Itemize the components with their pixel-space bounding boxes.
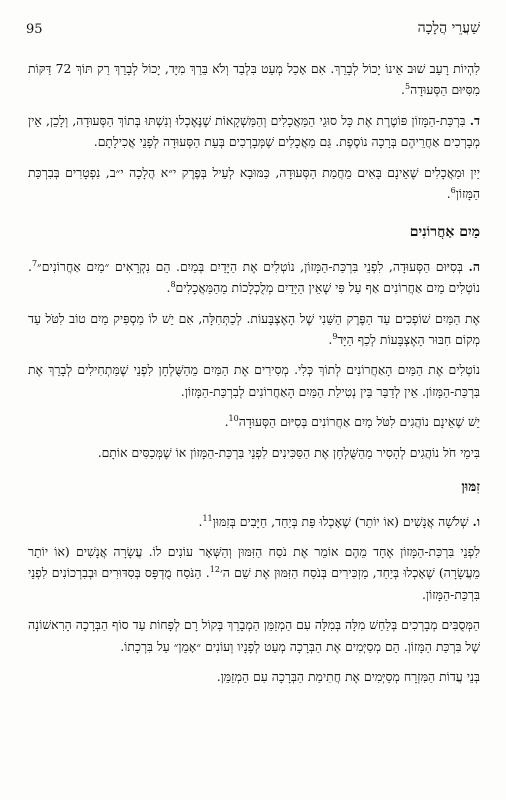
footnote-ref[interactable]: 10 bbox=[228, 414, 239, 424]
halacha-marker: ד. bbox=[469, 112, 480, 128]
paragraph-text: יַיִן וּמַאֲכָלִים שֶׁאֵינָם בָּאִים מֵחֲמַת הַסְּעוּדָה, כַּמּוּבָא לְעֵיל בְּפֶרֶק י״א הֲלָכָה י״ב, נִפְטָרִים בְּבִרְכַּת הַמָּזוֹן bbox=[28, 164, 480, 202]
paragraph: לִפְנֵי בִּרְכַּת-הַמָּזוֹן אֶחָד מֵהֶם אוֹמֵר אֶת נֹסַח הַזִּמּוּן וְהַשְּׁאָר עוֹנִים לוֹ. עֲשָׂרָה אֲנָשִׁים (אוֹ יוֹתֵר מֵעֲשָׂרָה) שֶׁאָכְלוּ בְּיַחַד, מַזְכִּירִים בְּנֹסַח הַזִּמּוּן אֶת שֵׁם ה׳$^{12}$. הַנֹּסַח מֻדְפָּס בְּסִדּוּרִים וּבְבִרְכוֹנִים לִפְנֵי בִּרְכַּת-הַמָּזוֹן. bbox=[28, 543, 481, 602]
footnote-ref[interactable]: 9 bbox=[332, 331, 338, 341]
footnote-ref[interactable]: 6 bbox=[450, 185, 456, 195]
paragraph bbox=[28, 359, 480, 402]
paragraph bbox=[28, 666, 480, 687]
paragraph-text: הַמְּסֻבִּים מְבָרְכִים בְּלַחַשׁ מִלָּה בְּמִלָּה עִם הַמְזַמֵּן הַמְבָרֵךְ בְּקוֹל רָם לְפָחוֹת עַד סוֹף הַבְּרָכָה הָרִאשׁוֹנָה שֶׁל בִּרְכַּת הַמָּזוֹן. הֵם מְסַיְּמִים אֶת הַבְּרָכָה מְעַט לְפָנָיו וְעוֹנִים ״אָמֵן״ עַל בִּרְכָתוֹ. bbox=[28, 617, 480, 654]
paragraph-text: יֵשׁ שֶׁאֵינָם נוֹהֲגִים לִטֹּל מַיִם אַחֲרוֹנִים בְּסִיּוּם הַסְּעוּדָה bbox=[238, 414, 480, 430]
paragraph-text: לִהְיוֹת רָעֵב שׁוּב אֵינוֹ יָכוֹל לְבָרֵךְ. אִם אָכַל מְעַט בִּלְבַד וְלֹא בֵּרַךְ מִיָּד, יָכוֹל לְבָרֵךְ רַק תּוֹךְ 72 דַּקּוֹת מִסִּיּוּם הַסְּעוּדָה bbox=[28, 61, 480, 98]
paragraph: ה. בְּסִיּוּם הַסְּעוּדָה, לִפְנֵי בִּרְכַּת-הַמָּזוֹן, נוֹטְלִים אֶת הַיָּדַיִם בְּמַיִם. הֵם נִקְרָאִים ״מַיִם אַחֲרוֹנִים״$^7$. נוֹטְלִים מַיִם אַחֲרוֹנִים אַף עַל פִּי שֶׁאֵין הַיָּדַיִם מְלֻכְלָכוֹת מֵהַמַּאֲכָלִים$^8$. bbox=[28, 258, 480, 296]
paragraph: יַיִן וּמַאֲכָלִים שֶׁאֵינָם בָּאִים מֵחֲמַת הַסְּעוּדָה, כַּמּוּבָא לְעֵיל בְּפֶרֶק י״א הֲלָכָה י״ב, נִפְטָרִים בְּבִרְכַּת הַמָּזוֹן$^6$. bbox=[28, 164, 480, 202]
footnote-ref[interactable]: 11 bbox=[202, 513, 213, 523]
paragraph: יֵשׁ שֶׁאֵינָם נוֹהֲגִים לִטֹּל מַיִם אַחֲרוֹנִים בְּסִיּוּם הַסְּעוּדָה$^{10}$. bbox=[224, 414, 480, 430]
paragraph bbox=[28, 110, 480, 153]
body-text bbox=[28, 58, 480, 696]
paragraph bbox=[28, 614, 480, 657]
paragraph-text: אֶת הַמַּיִם שׁוֹפְכִים עַד הַפֶּרֶק הַשֵּׁנִי שֶׁל הָאֶצְבָּעוֹת. לְכַתְּחִלָּה, אִם יֵשׁ לוֹ מַסְפִּיק מַיִם טוֹב לִטֹּל עַד מְקוֹם חִבּוּר הָאֶצְבָּעוֹת לְכַף הַיָּד bbox=[28, 310, 480, 348]
footnote-ref[interactable]: 12 bbox=[209, 565, 220, 575]
halacha-marker: ה. bbox=[468, 258, 480, 274]
paragraph-text: לִפְנֵי בִּרְכַּת-הַמָּזוֹן אֶחָד מֵהֶם אוֹמֵר אֶת נֹסַח הַזִּמּוּן וְהַשְּׁאָר עוֹנִים לוֹ. עֲשָׂרָה אֲנָשִׁים (אוֹ יוֹתֵר מֵעֲשָׂרָה) שֶׁאָכְלוּ בְּיַחַד, מַזְכִּירִים בְּנֹסַח הַזִּמּוּן אֶת שֵׁם ה׳ bbox=[28, 543, 481, 581]
paragraph-text: בְּנֵי עֲדוֹת הַמִּזְרָח מְסַיְּמִים אֶת חֲתִימַת הַבְּרָכָה עִם הַמְזַמֵּן. bbox=[216, 668, 480, 684]
section-heading: זִמּוּן bbox=[461, 479, 480, 496]
section-heading: מַיִם אַחֲרוֹנִים bbox=[409, 224, 480, 241]
footnote-ref[interactable]: 5 bbox=[404, 82, 411, 92]
paragraph-text: שְׁלֹשָׁה אֲנָשִׁים (אוֹ יוֹתֵר) שֶׁאָכְלוּ פַּת בְּיַחַד, חַיָּבִים בְּזִמּוּן bbox=[212, 513, 469, 529]
running-title: שַׁעֲרֵי הֲלָכָה bbox=[417, 20, 480, 36]
paragraph-text: נוֹטְלִים אֶת הַמַּיִם הָאַחֲרוֹנִים לְתוֹךְ כְּלִי. מְסִירִים אֶת הַמַּיִם מֵהַשֻּׁלְחָן לִפְנֵי שֶׁמַּתְחִילִים לְבָרֵךְ אֶת בִּרְכַּת-הַמָּזוֹן. אֵין לְדַבֵּר בֵּין נְטִילַת הַמַּיִם הָאַחֲרוֹנִים לְבִרְכַּת-הַמָּזוֹן. bbox=[28, 362, 480, 399]
footnote-ref[interactable]: 8 bbox=[170, 280, 176, 290]
page-number: 95 bbox=[26, 22, 43, 37]
paragraph-text: בִּימֵי חֹל נוֹהֲגִים לְהָסִיר מֵהַשֻּׁלְחָן אֶת הַסַּכִּינִים לִפְנֵי בִּרְכַּת-הַמָּזוֹן אוֹ שֶׁמְּכַסִּים אוֹתָם. bbox=[97, 444, 480, 460]
paragraph bbox=[28, 442, 480, 463]
paragraph-text: בִּרְכַּת-הַמָּזוֹן פּוֹטֶרֶת אֶת כָּל סוּגֵי הַמַּאֲכָלִים וְהַמַּשְׁקָאוֹת שֶׁנֶּאֶכְלוּ וְנִשְׁתּוּ בְּתוֹךְ הַסְּעוּדָה, וְלָכֵן, אֵין מְבָרְכִים אַחֲרֵיהֶם בְּרָכָה נוֹסֶפֶת. גַּם מַאֲכָלִים שֶׁמְּבָרְכִים בְּעֵת הַסְּעוּדָה לְפָנֵי אֲכִילָתָם. bbox=[28, 112, 480, 150]
footnote-ref[interactable]: 7 bbox=[31, 258, 38, 268]
paragraph-text: בְּסִיּוּם הַסְּעוּדָה, לִפְנֵי בִּרְכַּת-הַמָּזוֹן, נוֹטְלִים אֶת הַיָּדַיִם בְּמַיִם. הֵם נִקְרָאִים ״מַיִם אַחֲרוֹנִים״ bbox=[37, 258, 463, 274]
paragraph: ו. שְׁלֹשָׁה אֲנָשִׁים (אוֹ יוֹתֵר) שֶׁאָכְלוּ פַּת בְּיַחַד, חַיָּבִים בְּזִמּוּן$^{11}$. bbox=[198, 513, 480, 529]
paragraph: לִהְיוֹת רָעֵב שׁוּב אֵינוֹ יָכוֹל לְבָרֵךְ. אִם אָכַל מְעַט בִּלְבַד וְלֹא בֵּרַךְ מִיָּד, יָכוֹל לְבָרֵךְ רַק תּוֹךְ 72 דַּקּוֹת מִסִּיּוּם הַסְּעוּדָה$^5$. bbox=[28, 61, 480, 98]
halacha-marker: ו. bbox=[472, 513, 480, 529]
paragraph: אֶת הַמַּיִם שׁוֹפְכִים עַד הַפֶּרֶק הַשֵּׁנִי שֶׁל הָאֶצְבָּעוֹת. לְכַתְּחִלָּה, אִם יֵשׁ לוֹ מַסְפִּיק מַיִם טוֹב לִטֹּל עַד מְקוֹם חִבּוּר הָאֶצְבָּעוֹת לְכַף הַיָּד$^9$. bbox=[28, 310, 480, 348]
page-header bbox=[26, 20, 480, 44]
